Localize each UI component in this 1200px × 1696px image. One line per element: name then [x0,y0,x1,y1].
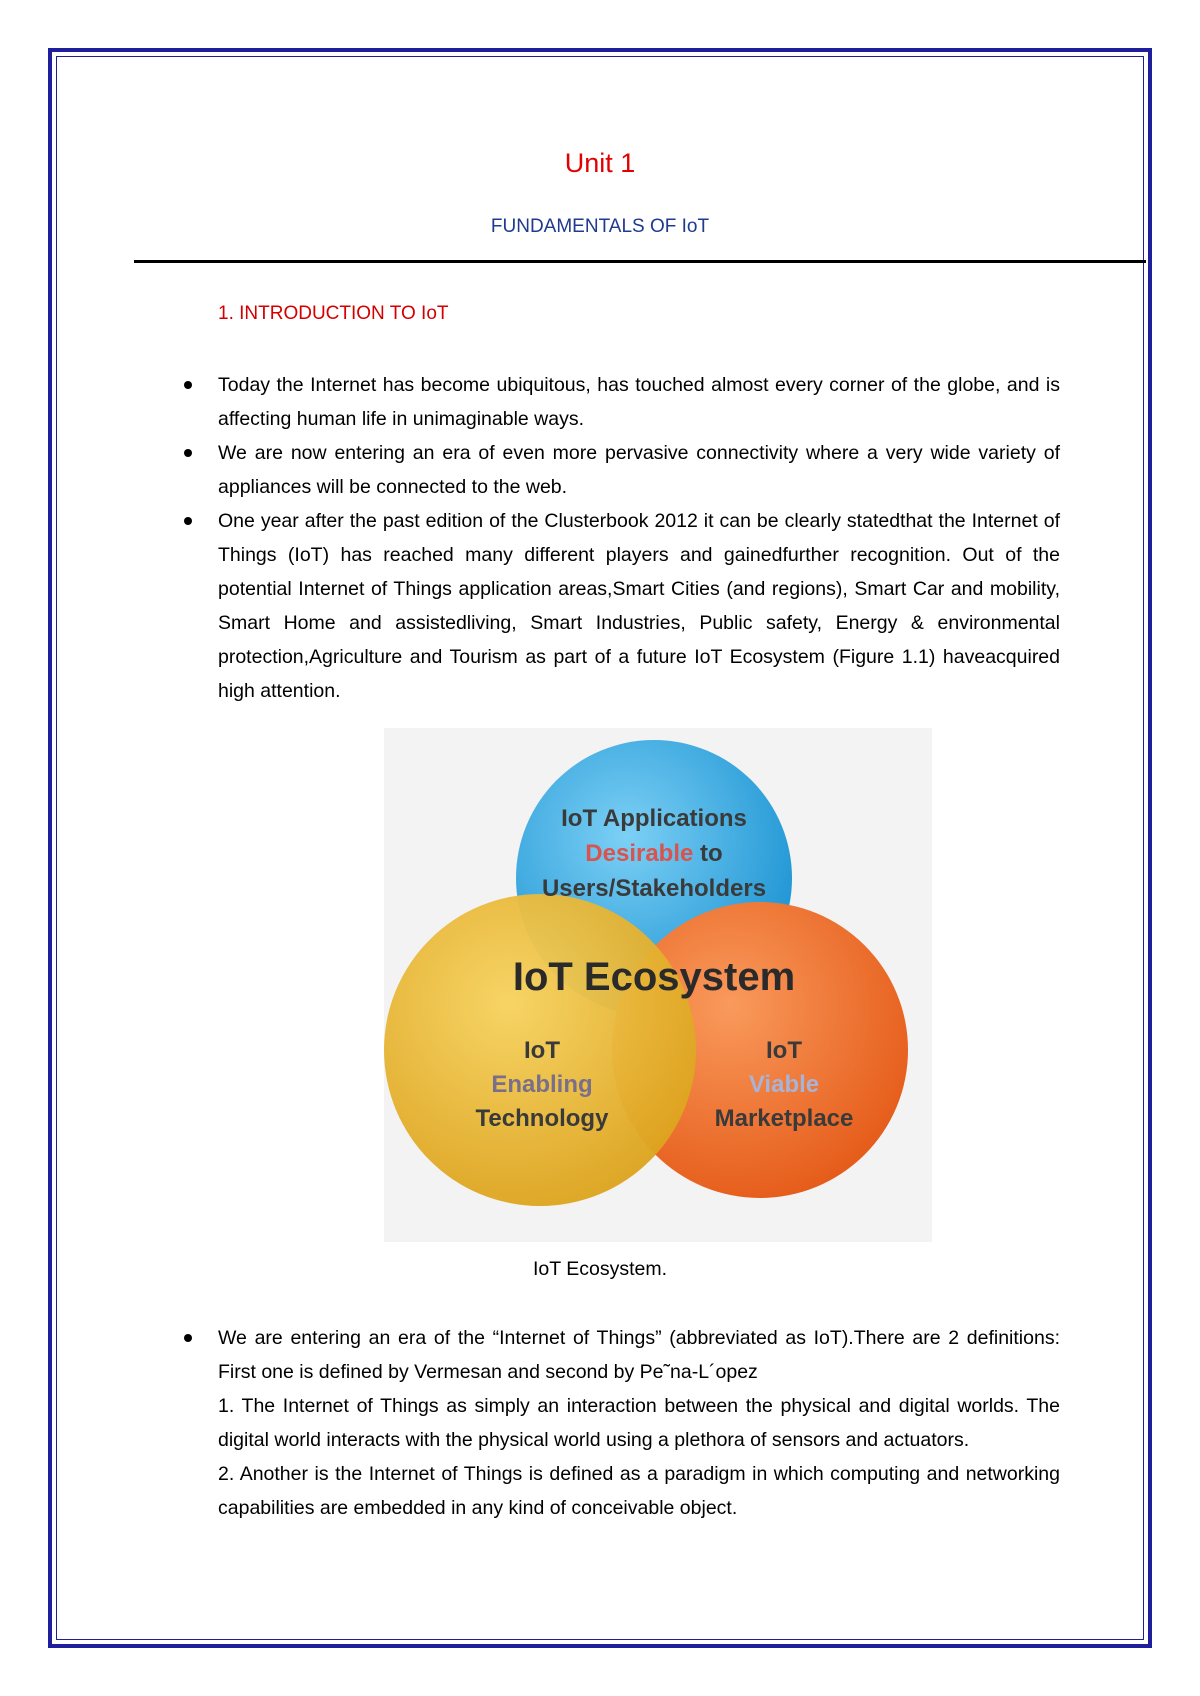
ecosystem-title: IoT Ecosystem [512,955,796,999]
left-circle-line3: Technology [475,1105,609,1132]
right-circle-line1: IoT [766,1037,802,1064]
unit-title: Unit 1 [564,148,636,178]
right-circle-line3: Marketplace [714,1105,854,1132]
bullet-icon [184,381,192,389]
left-circle-line1: IoT [524,1037,560,1064]
definition-1: 1. The Internet of Things as simply an interaction between the physical and digital worlds. The digital world interacts with the physical world using a plethora of sensors and actuators. [218,1395,1060,1451]
intro-bullet-list [218,368,1060,708]
top-circle-line1: IoT Applications [561,805,747,832]
top-circle-line2: Desirable to [585,840,723,867]
bullet-icon [184,449,192,457]
list-item [218,368,1060,436]
list-item [218,436,1060,504]
left-circle-highlight: Enabling [491,1071,593,1098]
definition-2: 2. Another is the Internet of Things is defined as a paradigm in which computing and networking capabilities are embedded in any kind of conceivable object. [218,1463,1060,1519]
bullet-text: One year after the past edition of the Clusterbook 2012 it can be clearly statedthat the Internet of Things (IoT) has reached many different players and gainedfurther recognition. Out of the potential Internet of Things application areas,Smart Cities (and regions), Smart Car and mobility, Smart Home and assistedliving, Smart Industries, Public safety, Energy & environmental protection,Agriculture and Tourism as part of a future IoT Ecosystem (Figure 1.1) haveacquired high attention. [218,510,1060,702]
section-heading: 1. INTRODUCTION TO IoT [218,303,449,324]
top-circle-line3: Users/Stakeholders [541,875,767,902]
list-item [218,1321,1060,1525]
bullet-text: Today the Internet has become ubiquitous, has touched almost every corner of the globe, and is affecting human life in unimaginable ways. [218,374,1060,430]
bullet-icon [184,1334,192,1342]
venn-diagram [384,728,932,1242]
definition-bullet-list [218,1321,1060,1525]
bullet-icon [184,517,192,525]
bullet-text: We are entering an era of the “Internet of Things” (abbreviated as IoT).There are 2 definitions: First one is defined by Vermesan and second by Pe˜na-L´opez [218,1327,1060,1383]
figure-caption: IoT Ecosystem. [532,1258,667,1280]
iot-ecosystem-figure [384,728,932,1242]
list-item [218,504,1060,708]
bullet-text: We are now entering an era of even more pervasive connectivity where a very wide variety of appliances will be connected to the web. [218,442,1060,498]
right-circle-highlight: Viable [748,1071,820,1098]
unit-subtitle: FUNDAMENTALS OF IoT [490,216,710,237]
header-divider [134,260,1146,263]
